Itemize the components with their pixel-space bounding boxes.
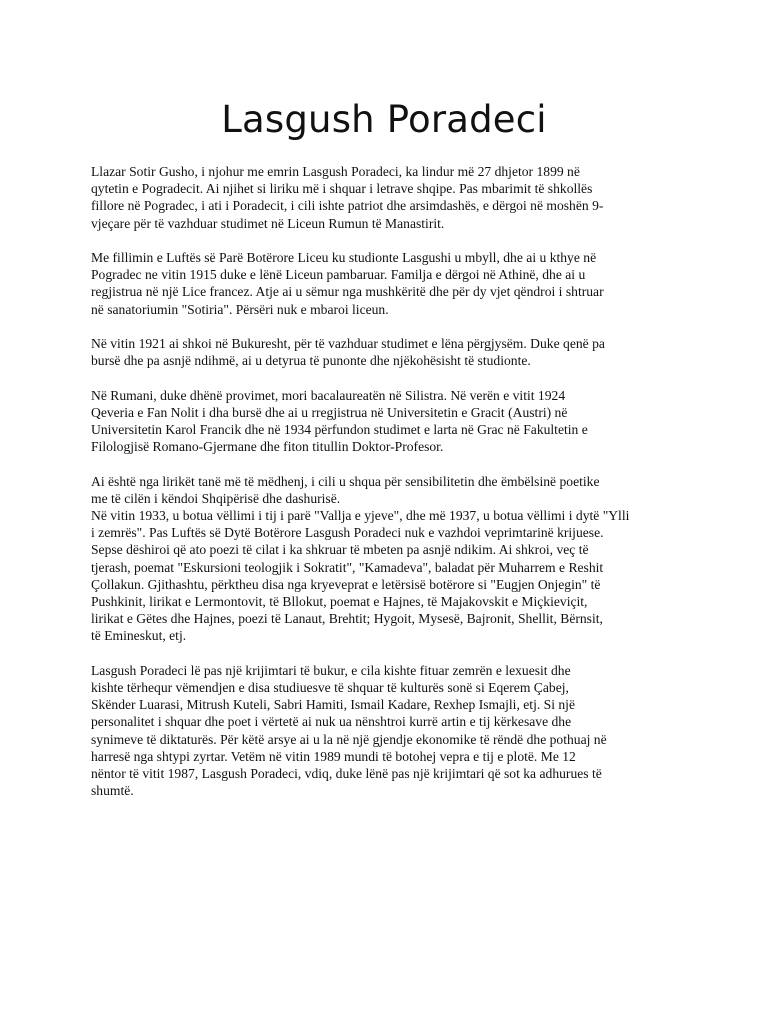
text-line: bursë dhe pa asnjë ndihmë, ai u detyrua të punonte dhe njëkohësisht të studionte. (91, 353, 531, 369)
paragraph-4 (91, 387, 661, 456)
text-line: me të cilën i këndoi Shqipërisë dhe dashurisë. (91, 490, 341, 506)
text-line: fillore në Pogradec, i ati i Poradecit, i cili ishte patriot dhe arsimdashës, e dërgoi në moshën 9- (91, 198, 604, 214)
paragraph-2 (91, 249, 661, 318)
paragraph-5 (91, 473, 661, 507)
paragraph-1 (91, 163, 661, 232)
text-line: Në vitin 1933, u botua vëllimi i tij i parë "Vallja e yjeve", dhe më 1937, u botua vëllimi i dytë "Ylli (91, 508, 630, 523)
text-line: në sanatoriumin "Sotiria". Përsëri nuk e mbaroi liceun. (91, 301, 389, 317)
text-line: harresë nga shtypi zyrtar. Vetëm në vitin 1989 mundi të botohej vepra e tij e plotë. Me 12 (91, 748, 576, 764)
text-line: Sepse dëshiroi që ato poezi të cilat i ka shkruar të mbeten pa asnjë ndikim. Ai shkroi, veç të (91, 542, 589, 558)
text-line: Skënder Luarasi, Mitrush Kuteli, Sabri Hamiti, Ismail Kadare, Rexhep Ismajli, etj. Si një (91, 697, 575, 713)
text-line: vjeçare për të vazhduar studimet në Liceun Rumun të Manastirit. (91, 215, 445, 231)
text-line: personalitet i shquar dhe poet i vërtetë ai nuk ua nënshtroi kurrë artin e tij kërkesave dhe (91, 714, 572, 730)
text-line: Në vitin 1921 ai shkoi në Bukuresht, për të vazhduar studimet e lëna përgjysëm. Duke qenë pa (91, 336, 605, 351)
text-line: tjerash, poemat "Eskursioni teologjik i Sokratit", "Kamadeva", baladat për Muharrem e Reshit (91, 559, 604, 575)
text-line: Filologjisë Romano-Gjermane dhe fiton titullin Doktor-Profesor. (91, 439, 444, 455)
text-line: të Emineskut, etj. (91, 628, 187, 644)
text-line: qytetin e Pogradecit. Ai njihet si liriku më i shquar i letrave shqipe. Pas mbarimit të shkollës (91, 181, 593, 197)
text-line: shumtë. (91, 783, 134, 799)
text-line: Pushkinit, lirikat e Lermontovit, të Bllokut, poemat e Hajnes, të Majakovskit e Miçkieviçit, (91, 594, 588, 610)
text-line: regjistrua në një Lice francez. Atje ai u sëmur nga mushkëritë dhe për dy vjet qëndroi i shtruar (91, 284, 604, 300)
text-line: Lasgush Poradeci lë pas një krijimtari të bukur, e cila kishte fituar zemrën e lexuesit dhe (91, 662, 571, 678)
text-line: lirikat e Gëtes dhe Hajnes, poezi të Lanaut, Brehtit; Hygoit, Mysesë, Bajronit, Shellit, Bërnsit, (91, 611, 603, 627)
paragraph-6 (91, 507, 661, 645)
text-line: i zemrës". Pas Luftës së Dytë Botërore Lasgush Poradeci nuk e vazhdoi veprimtarinë krijuese. (91, 525, 604, 541)
text-line: nëntor të vitit 1987, Lasgush Poradeci, vdiq, duke lënë pas një krijimtari që sot ka adhurues të (91, 766, 602, 782)
document-body (91, 163, 661, 817)
text-line: Universitetin Karol Francik dhe në 1934 përfundon studimet e larta në Grac në Fakultetin e (91, 422, 588, 437)
text-line: Qeveria e Fan Nolit i dha bursë dhe ai u rregjistrua në Universitetin e Gracit (Austri) në (91, 404, 568, 420)
page-title: Lasgush Poradeci (221, 98, 547, 141)
text-line: Pogradec ne vitin 1915 duke e lënë Liceun pambaruar. Familja e dërgoi në Athinë, dhe ai u (91, 267, 586, 283)
text-line: Ai është nga lirikët tanë më të mëdhenj, i cili u shqua për sensibilitetin dhe ëmbëlsinë poetike (91, 473, 600, 489)
text-line: Llazar Sotir Gusho, i njohur me emrin Lasgush Poradeci, ka lindur më 27 dhjetor 1899 në (91, 164, 580, 179)
text-line: Me fillimin e Luftës së Parë Botërore Liceu ku studionte Lasgushi u mbyll, dhe ai u kthye në (91, 250, 597, 265)
text-line: Në Rumani, duke dhënë provimet, mori bacalaureatën në Silistra. Në verën e vitit 1924 (91, 387, 566, 403)
paragraph-3 (91, 335, 661, 369)
text-line: Çollakun. Gjithashtu, përktheu disa nga kryeveprat e letërsisë botërore si "Eugjen Onjegin" të (91, 576, 601, 592)
paragraph-7 (91, 662, 661, 800)
text-line: kishte tërhequr vëmendjen e disa studiuesve të shquar të kulturës sonë si Eqerem Çabej, (91, 680, 569, 696)
text-line: synimeve të diktaturës. Për këtë arsye ai u la në një gjendje ekonomike të rëndë dhe pothuaj në (91, 731, 607, 747)
